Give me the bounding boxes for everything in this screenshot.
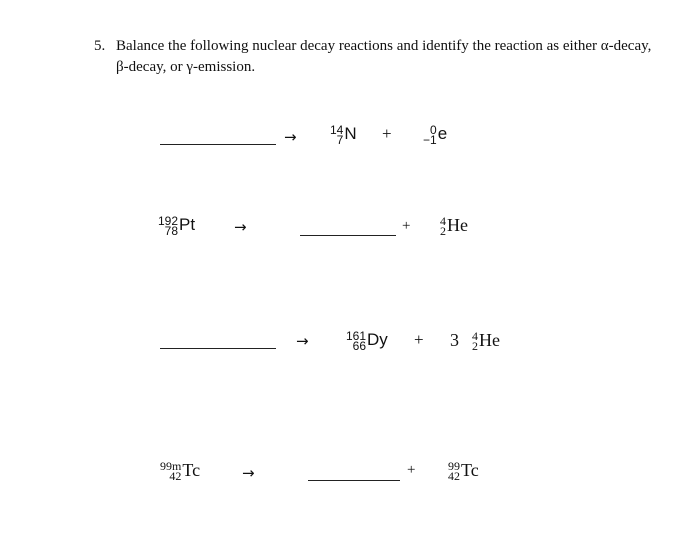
element-symbol: He — [479, 330, 500, 350]
reaction-3-product-1-nuclide — [346, 329, 388, 353]
question-text-line-2: β-decay, or γ-emission. — [116, 59, 256, 75]
atomic-number: 78 — [164, 224, 179, 238]
reaction-4-plus: + — [407, 462, 416, 478]
reaction-3-coefficient: 3 — [450, 330, 459, 350]
mass-number: 14 — [330, 123, 344, 137]
reaction-3-arrow: → — [296, 332, 309, 350]
mass-number: 0 — [430, 123, 437, 137]
reaction-1-product-1-nuclide — [330, 123, 357, 147]
element-symbol: e — [437, 124, 448, 143]
mass-number: 99m — [160, 459, 182, 473]
reaction-4-product-2-nuclide — [448, 459, 479, 483]
mass-number: 99 — [448, 459, 460, 473]
reaction-2-product-blank[interactable] — [300, 235, 396, 236]
mass-number: 4 — [472, 329, 478, 343]
reaction-3-product-2-nuclide — [472, 329, 500, 353]
reaction-4-product-blank[interactable] — [308, 480, 400, 481]
element-symbol: He — [447, 215, 468, 235]
reaction-1-plus: + — [382, 124, 392, 143]
atomic-number: 42 — [448, 469, 460, 483]
element-symbol: Pt — [179, 215, 196, 234]
element-symbol: Tc — [182, 460, 201, 480]
question-text-line-1: Balance the following nuclear decay reactions and identify the reaction as either α-decay, — [116, 38, 652, 54]
mass-number: 161 — [346, 329, 367, 343]
atomic-number: 2 — [440, 224, 446, 238]
element-symbol: Tc — [461, 460, 479, 480]
reaction-3-plus: + — [414, 330, 424, 349]
atomic-number: 7 — [336, 133, 344, 147]
reaction-4-reactant-nuclide — [160, 459, 201, 483]
atomic-number: −1 — [423, 133, 437, 147]
mass-number: 192 — [158, 214, 179, 228]
element-symbol: Dy — [367, 330, 388, 349]
reaction-2-reactant-nuclide — [158, 214, 196, 238]
reaction-2-product-2-nuclide — [440, 214, 468, 238]
reaction-3-reactant-blank[interactable] — [160, 348, 276, 349]
reaction-1-product-2-nuclide — [423, 123, 448, 147]
element-symbol: N — [344, 124, 357, 143]
question-line-1 — [94, 36, 674, 57]
reaction-2-arrow: → — [234, 218, 247, 236]
atomic-number: 42 — [169, 469, 182, 483]
question-prompt — [94, 36, 674, 78]
reaction-1-reactant-blank[interactable] — [160, 144, 276, 145]
atomic-number: 66 — [352, 339, 367, 353]
reaction-4-arrow: → — [242, 464, 255, 482]
reaction-2-plus: + — [402, 218, 411, 234]
atomic-number: 2 — [472, 339, 478, 353]
question-number: 5. — [94, 38, 106, 54]
mass-number: 4 — [440, 214, 446, 228]
reaction-1-arrow: → — [284, 128, 297, 146]
